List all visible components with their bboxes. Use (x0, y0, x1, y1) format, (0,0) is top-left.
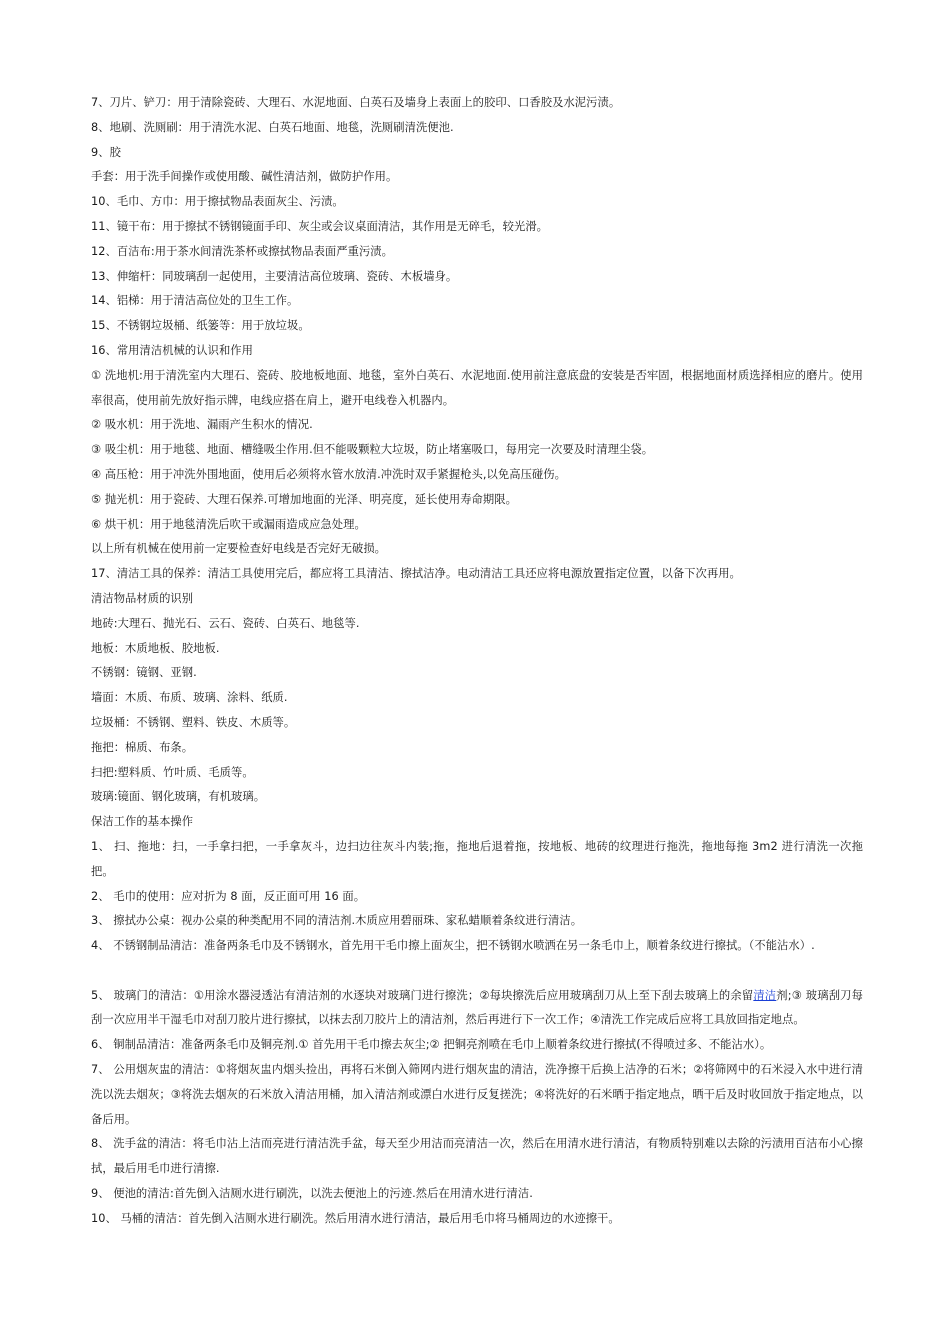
text-line: 2、 毛巾的使用：应对折为 8 面，反正面可用 16 面。 (91, 889, 366, 903)
paragraph-copper: 6、 铜制品清洁：准备两条毛巾及铜亮剂.① 首先用干毛巾擦去灰尘;② 把铜亮剂喷在毛巾上顺着条纹进行擦拭(不得喷过多、不能沾水）。 (91, 1038, 772, 1052)
text-line: 13、伸缩杆：同玻璃刮一起使用，主要清洁高位玻璃、瓷砖、木板墙身。 (91, 269, 458, 283)
text-line: 8、地刷、洗厕刷：用于清洗水泥、白英石地面、地毯，洗厕刷清洗便池. (91, 120, 454, 134)
text-line: ④ 高压枪：用于冲洗外围地面，使用后必须将水管水放清.冲洗时双手紧握枪头,以免高压碰伤。 (91, 467, 566, 481)
paragraph-washbasin: 8、 洗手盆的清洁：将毛巾沾上洁而亮进行清洁洗手盆，每天至少用洁而亮清洁一次，然后在用清水进行清洁，有物质特别难以去除的污渍用百洁布小心擦拭，最后用毛巾进行清擦. (91, 1137, 863, 1176)
text-line: ② 吸水机：用于洗地、漏雨产生积水的情况. (91, 418, 313, 432)
text-line: 扫把:塑料质、竹叶质、毛质等。 (91, 765, 254, 779)
text-line: 11、镜干布：用于擦拭不锈钢镜面手印、灰尘或会议桌面清洁，其作用是无碎毛，较光滑。 (91, 219, 549, 233)
blank-line (91, 959, 863, 984)
text-line: 15、不锈钢垃圾桶、纸篓等：用于放垃圾。 (91, 319, 310, 333)
text-line: 14、铝梯：用于清洁高位处的卫生工作。 (91, 294, 299, 308)
section-heading: 16、常用清洁机械的认识和作用 (91, 343, 253, 357)
text-line: 手套：用于洗手间操作或使用酸、碱性清洁剂，做防护作用。 (91, 170, 398, 184)
text-line: 地板：木质地板、胶地板. (91, 641, 220, 655)
paragraph-toilet: 10、 马桶的清洁：首先倒入洁厕水进行刷洗。然后用清水进行清洁，最后用毛巾将马桶周边的水迹擦干。 (91, 1211, 620, 1225)
text-line: 10、毛巾、方巾：用于擦拭物品表面灰尘、污渍。 (91, 195, 344, 209)
text-line: ⑤ 抛光机：用于瓷砖、大理石保养.可增加地面的光泽、明亮度，延长使用寿命期限。 (91, 492, 517, 506)
paragraph-sweep-mop: 1、 扫、拖地：扫，一手拿扫把，一手拿灰斗，边扫边往灰斗内装;拖，拖地后退着拖，按地板、地砖的纹理进行拖洗，拖地每拖 3m2 进行清洗一次拖把。 (91, 839, 863, 878)
text-line: 7、刀片、铲刀：用于清除瓷砖、大理石、水泥地面、白英石及墙身上表面上的胶印、口香胶及水泥污渍。 (91, 96, 621, 109)
paragraph-floor-scrubber: ① 洗地机:用于清洗室内大理石、瓷砖、胶地板地面、地毯，室外白英石、水泥地面.使用前注意底盘的安装是否牢固，根据地面材质选择相应的磨片。使用率很高，使用前先放好指示牌，电线应搭在肩上，避开电线卷入机器内。 (91, 368, 863, 407)
text-line: 3、 擦拭办公桌：视办公桌的种类配用不同的清洁剂.木质应用碧丽珠、家私蜡顺着条纹进行清洁。 (91, 914, 583, 928)
paragraph-text: 5、 玻璃门的清洁：①用涂水器浸透沾有清洁剂的水逐块对玻璃门进行擦洗；②每块擦洗后应用玻璃刮刀从上至下刮去玻璃上的余留 (91, 988, 754, 1002)
section-heading: 保洁工作的基本操作 (91, 815, 194, 829)
paragraph-urinal: 9、 便池的清洁:首先倒入洁厕水进行刷洗，以洗去便池上的污迹.然后在用清水进行清洁. (91, 1187, 533, 1201)
text-line: 17、清洁工具的保养：清洁工具使用完后，都应将工具清洁、擦拭洁净。电动清洁工具还应将电源放置指定位置，以备下次再用。 (91, 567, 741, 581)
paragraph-glass-door (91, 984, 863, 1034)
text-line: 9、胶 (91, 145, 121, 159)
document-page (91, 91, 863, 1232)
text-line: 拖把：棉质、布条。 (91, 740, 194, 754)
text-line: 地砖:大理石、抛光石、云石、瓷砖、白英石、地毯等. (91, 616, 360, 630)
text-line: 垃圾桶：不锈钢、塑料、铁皮、木质等。 (91, 715, 296, 729)
paragraph-ashtray: 7、 公用烟灰盅的清洁：①将烟灰盅内烟头捡出，再将石米倒入筛网内进行烟灰盅的清洁，洗净擦干后换上洁净的石米；②将筛网中的石米浸入水中进行清洗以洗去烟灰；③将洗去烟灰的石米放入清洁用桶，加入清洁剂或漂白水进行反复搓洗；④将洗好的石米晒于指定地点，晒干后及时收回放于指定地点，以备后用。 (91, 1063, 863, 1126)
text-line: 4、 不锈钢制品清洁：准备两条毛巾及不锈钢水，首先用干毛巾擦上面灰尘，把不锈钢水喷洒在另一条毛巾上，顺着条纹进行擦拭。（不能沾水）. (91, 939, 815, 953)
text-line: 玻璃:镜面、钢化玻璃，有机玻璃。 (91, 790, 266, 804)
cleaning-link[interactable]: 清洁 (753, 988, 777, 1002)
text-line: ③ 吸尘机：用于地毯、地面、槽缝吸尘作用.但不能吸颗粒大垃圾，防止堵塞吸口，每用完一次要及时清理尘袋。 (91, 443, 654, 457)
section-heading: 清洁物品材质的识别 (91, 591, 194, 605)
text-line: ⑥ 烘干机：用于地毯清洗后吹干或漏雨造成应急处理。 (91, 517, 366, 531)
text-line: 墙面：木质、布质、玻璃、涂料、纸质. (91, 691, 288, 705)
text-line: 以上所有机械在使用前一定要检查好电线是否完好无破损。 (91, 542, 387, 556)
paragraph-text: 剂;③ 玻璃刮刀每刮一次应用半干湿毛巾对刮刀胶片进行擦拭，以抹去刮刀胶片上的清洁剂，然后再进行下一次工作；④清洗工作完成后应将工具放回指定地点。 (91, 988, 863, 1027)
text-line: 12、百洁布:用于茶水间清洗茶杯或擦拭物品表面严重污渍。 (91, 244, 394, 258)
text-line: 不锈钢：镜钢、亚钢. (91, 666, 197, 680)
